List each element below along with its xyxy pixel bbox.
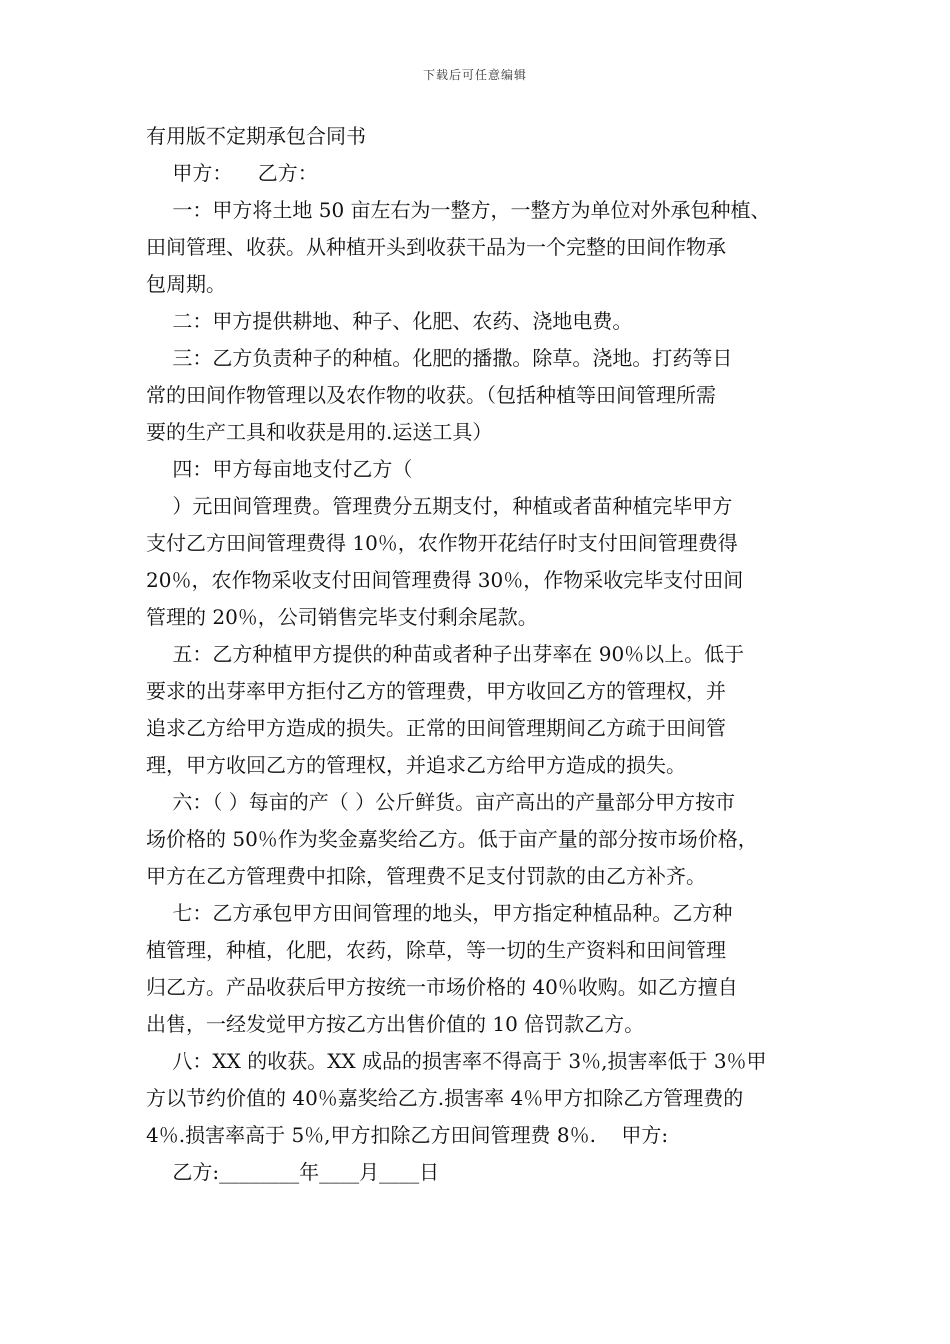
text-line: 管理的 20％，公司销售完毕支付剩余尾款。 — [146, 605, 538, 629]
text-line: ）元田间管理费。管理费分五期支付，种植或者苗种植完毕甲方 — [166, 494, 733, 518]
text-line: 八：XX 的收获。XX 成品的损害率不得高于 3％,损害率低于 3％甲 — [166, 1049, 767, 1073]
text-line: 七：乙方承包甲方田间管理的地头，甲方指定种植品种。乙方种 — [166, 901, 733, 925]
contract-document — [146, 118, 818, 1191]
text-line: 场价格的 50％作为奖金嘉奖给乙方。低于亩产量的部分按市场价格， — [146, 827, 758, 851]
text-line: 二：甲方提供耕地、种子、化肥、农药、浇地电费。 — [166, 309, 633, 333]
text-line: 包周期。 — [146, 272, 226, 296]
text-line: 植管理，种植，化肥，农药，除草，等一切的生产资料和田间管理 — [146, 938, 726, 962]
page-header-note: 下载后可任意编辑 — [422, 68, 527, 82]
text-line: 六：（ ）每亩的产（ ）公斤鲜货。亩产高出的产量部分甲方按市 — [166, 790, 736, 814]
text-line: 甲方： 乙方： — [166, 161, 318, 185]
text-line: 一：甲方将土地 50 亩左右为一整方，一整方为单位对外承包种植、 — [166, 198, 771, 222]
text-line: 五：乙方种植甲方提供的种苗或者种子出芽率在 90％以上。低于 — [166, 642, 745, 666]
text-line: 4％.损害率高于 5％,甲方扣除乙方田间管理费 8％. 甲方: — [146, 1123, 669, 1147]
text-line: 支付乙方田间管理费得 10％，农作物开花结仔时支付田间管理费得 — [146, 531, 738, 555]
text-line: 要的生产工具和收获是用的.运送工具） — [146, 420, 493, 444]
text-line: 出售，一经发觉甲方按乙方出售价值的 10 倍罚款乙方。 — [146, 1012, 645, 1036]
text-line: 要求的出芽率甲方拒付乙方的管理费，甲方收回乙方的管理权，并 — [146, 679, 726, 703]
text-line: 方以节约价值的 40％嘉奖给乙方.损害率 4％甲方扣除乙方管理费的 — [146, 1086, 744, 1110]
text-line: 四：甲方每亩地支付乙方（ — [166, 457, 413, 481]
text-line: 归乙方。产品收获后甲方按统一市场价格的 40％收购。如乙方擅自 — [146, 975, 738, 999]
text-line: 追求乙方给甲方造成的损失。正常的田间管理期间乙方疏于田间管 — [146, 716, 726, 740]
text-line: 常的田间作物管理以及农作物的收获。（包括种植等田间管理所需 — [146, 383, 716, 407]
text-line: 甲方在乙方管理费中扣除，管理费不足支付罚款的由乙方补齐。 — [146, 864, 706, 888]
text-line: 20％，农作物采收支付田间管理费得 30％，作物采收完毕支付田间 — [146, 568, 744, 592]
text-line: 理，甲方收回乙方的管理权，并追求乙方给甲方造成的损失。 — [146, 753, 686, 777]
text-line: 田间管理、收获。从种植开头到收获干品为一个完整的田间作物承 — [146, 235, 726, 259]
text-line: 三：乙方负责种子的种植。化肥的播撒。除草。浇地。打药等日 — [166, 346, 733, 370]
signature-line: 乙方:________年____月____日 — [166, 1160, 440, 1184]
document-title: 有用版不定期承包合同书 — [146, 124, 366, 148]
